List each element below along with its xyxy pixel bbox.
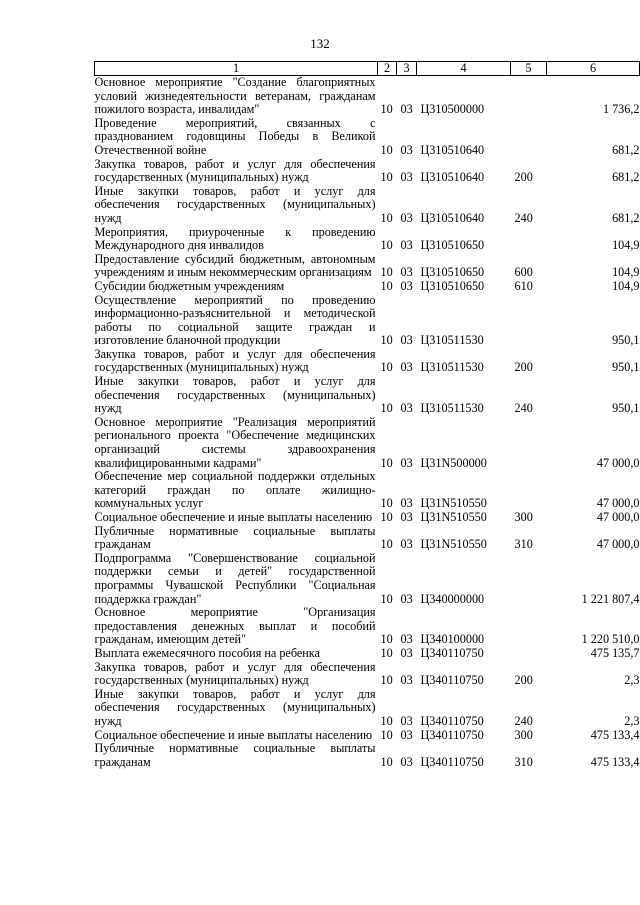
row-target-code: Ц310510640 [420,170,485,185]
row-subsection: 03 [400,591,413,606]
row-subsection: 03 [400,632,413,647]
row-name: Закупка товаров, работ и услуг для обеспечения государственных (муниципальных) нужд [94,156,376,185]
row-name: Публичные нормативные социальные выплаты гражданам [94,741,376,769]
row-subsection: 03 [400,455,413,470]
row-subsection: 03 [400,142,413,157]
row-subsection: 03 [400,496,413,511]
row-subsection: 03 [400,713,413,728]
row-target-code: Ц31N510550 [420,510,487,524]
table-body [95,76,640,770]
table-row [95,742,640,769]
row-name: Закупка товаров, работ и услуг для обеспечения государственных (муниципальных) нужд [94,346,376,375]
row-section: 10 [380,170,393,185]
row-section: 10 [380,754,393,769]
row-section: 10 [380,591,393,606]
table-row [95,253,640,280]
table-row [95,185,640,226]
table-row [95,117,640,158]
row-target-code: Ц340000000 [420,591,485,606]
column-header-name: 1 [95,62,378,76]
row-name: Субсидии бюджетным учреждениям [94,278,285,293]
row-expense-type: 200 [514,360,533,375]
row-subsection: 03 [400,510,413,524]
row-target-code: Ц310510650 [420,238,485,253]
table-row [95,76,640,117]
row-amount: 950,1 [612,360,640,375]
table-row [95,348,640,375]
row-target-code: Ц340100000 [420,632,485,647]
row-subsection: 03 [400,401,413,416]
table-row [95,511,640,525]
row-section: 10 [380,210,393,225]
row-target-code: Ц340110750 [420,673,484,688]
row-target-code: Ц31N510550 [420,496,487,511]
row-name: Закупка товаров, работ и услуг для обеспечения государственных (муниципальных) нужд [94,659,376,688]
row-subsection: 03 [400,754,413,769]
row-section: 10 [380,360,393,375]
row-amount: 681,2 [612,210,640,225]
table-row [95,280,640,294]
budget-table [94,61,640,769]
row-section: 10 [380,102,393,117]
row-expense-type: 310 [514,537,533,552]
row-name: Публичные нормативные социальные выплаты гражданам [94,523,376,552]
row-name: Осуществление мероприятий по проведению информационно-разъяснительной и методической работы по социальной защите граждан и изготовление бланочной продукции [94,292,376,348]
row-target-code: Ц310510650 [420,278,485,293]
row-target-code: Ц310510650 [420,265,485,280]
row-subsection: 03 [400,537,413,552]
table-row [95,525,640,552]
table-row [95,661,640,688]
row-expense-type [511,470,547,511]
row-amount: 681,2 [612,142,640,157]
row-subsection: 03 [400,102,413,117]
table-row [95,294,640,348]
row-section: 10 [380,333,393,348]
row-section: 10 [380,632,393,647]
row-subsection: 03 [400,727,413,742]
row-name: Выплата ежемесячного пособия на ребенка [94,645,320,660]
column-header-target-code: 4 [417,62,511,76]
page-number: 132 [310,36,330,51]
row-name: Проведение мероприятий, связанных с празднованием годовщины Победы в Великой Отечественной войне [94,115,376,157]
table-row [95,688,640,729]
row-amount: 47 000,0 [596,496,640,511]
row-amount: 104,9 [612,265,640,280]
row-expense-type [511,294,547,348]
row-section: 10 [380,401,393,416]
row-name: Подпрограмма "Совершенствование социальной поддержки семьи и детей" государственной программы Чувашской Республики "Социальная поддержка граждан" [94,550,376,606]
row-name: Предоставление субсидий бюджетным, автономным учреждениям и иным некоммерческим организациям [94,251,376,280]
row-expense-type [511,647,547,661]
table-row [95,226,640,253]
row-amount: 47 000,0 [596,510,640,524]
row-name: Социальное обеспечение и иные выплаты населению [94,727,373,742]
row-target-code: Ц310511530 [420,333,484,348]
row-subsection: 03 [400,238,413,253]
row-expense-type: 240 [514,401,533,416]
row-subsection: 03 [400,278,413,293]
row-amount: 475 133,4 [590,727,640,742]
row-section: 10 [380,645,393,660]
row-section: 10 [380,496,393,511]
row-amount: 104,9 [612,278,640,293]
column-header-amount: 6 [547,62,640,76]
table-row [95,416,640,470]
row-name: Основное мероприятие "Реализация мероприятий регионального проекта "Обеспечение медицинских организаций системы здравоохранения квалифицированными кадрами" [94,414,376,470]
row-name: Социальное обеспечение и иные выплаты населению [94,510,373,524]
row-expense-type: 240 [514,210,533,225]
table-row [95,552,640,606]
row-name: Основное мероприятие "Организация предоставления денежных выплат и пособий гражданам, имеющим детей" [94,605,376,647]
row-expense-type: 610 [514,278,533,293]
table-header [95,62,640,76]
row-name: Мероприятия, приуроченные к проведению Международного дня инвалидов [94,224,376,253]
row-section: 10 [380,142,393,157]
table-row [95,647,640,661]
row-target-code: Ц340110750 [420,727,484,742]
row-section: 10 [380,238,393,253]
row-section: 10 [380,727,393,742]
row-amount: 47 000,0 [596,537,640,552]
row-section: 10 [380,510,393,524]
row-section: 10 [380,537,393,552]
row-target-code: Ц340110750 [420,713,484,728]
row-amount: 2,3 [624,673,640,688]
table-row [95,729,640,743]
row-expense-type: 200 [514,170,533,185]
row-amount: 681,2 [612,170,640,185]
column-header-expense-type: 5 [511,62,547,76]
row-subsection: 03 [400,265,413,280]
row-amount: 1 736,2 [602,102,640,117]
row-subsection: 03 [400,210,413,225]
row-name: Основное мероприятие "Создание благоприятных условий жизнедеятельности ветеранам, гражданам пожилого возраста, инвалидам" [94,75,376,117]
row-subsection: 03 [400,645,413,660]
row-amount: 475 133,4 [590,754,640,769]
row-target-code: Ц310500000 [420,102,485,117]
table-row [95,606,640,647]
row-expense-type [511,552,547,606]
row-expense-type [511,76,547,117]
row-target-code: Ц340110750 [420,645,484,660]
row-amount: 104,9 [612,238,640,253]
row-expense-type [511,606,547,647]
row-expense-type: 240 [514,713,533,728]
row-name: Иные закупки товаров, работ и услуг для обеспечения государственных (муниципальных) нужд [94,686,376,728]
row-amount: 47 000,0 [596,455,640,470]
row-amount: 950,1 [612,401,640,416]
row-name: Иные закупки товаров, работ и услуг для обеспечения государственных (муниципальных) нужд [94,183,376,225]
row-target-code: Ц340110750 [420,754,484,769]
row-expense-type [511,416,547,470]
table-row [95,375,640,416]
row-subsection: 03 [400,170,413,185]
row-target-code: Ц31N500000 [420,455,487,470]
row-section: 10 [380,265,393,280]
row-target-code: Ц31N510550 [420,537,487,552]
row-amount: 950,1 [612,333,640,348]
row-target-code: Ц310511530 [420,360,484,375]
row-section: 10 [380,278,393,293]
row-expense-type [511,117,547,158]
row-name: Обеспечение мер социальной поддержки отдельных категорий граждан по оплате жилищно-коммунальных услуг [94,469,376,511]
row-expense-type: 300 [514,510,533,524]
row-target-code: Ц310510640 [420,210,485,225]
row-expense-type: 300 [514,727,533,742]
row-name: Иные закупки товаров, работ и услуг для обеспечения государственных (муниципальных) нужд [94,374,376,416]
row-subsection: 03 [400,673,413,688]
row-amount: 2,3 [624,713,640,728]
column-header-subsection: 3 [397,62,417,76]
row-expense-type: 600 [514,265,533,280]
row-section: 10 [380,455,393,470]
row-expense-type: 200 [514,673,533,688]
header-row [95,62,640,76]
row-amount: 1 221 807,4 [581,591,640,606]
row-expense-type [511,226,547,253]
row-subsection: 03 [400,360,413,375]
row-target-code: Ц310511530 [420,401,484,416]
row-expense-type: 310 [514,754,533,769]
table-row [95,158,640,185]
row-target-code: Ц310510640 [420,142,485,157]
table-row [95,470,640,511]
row-subsection: 03 [400,333,413,348]
row-section: 10 [380,673,393,688]
column-header-section: 2 [378,62,397,76]
row-amount: 475 135,7 [590,645,640,660]
row-amount: 1 220 510,0 [581,632,640,647]
row-section: 10 [380,713,393,728]
